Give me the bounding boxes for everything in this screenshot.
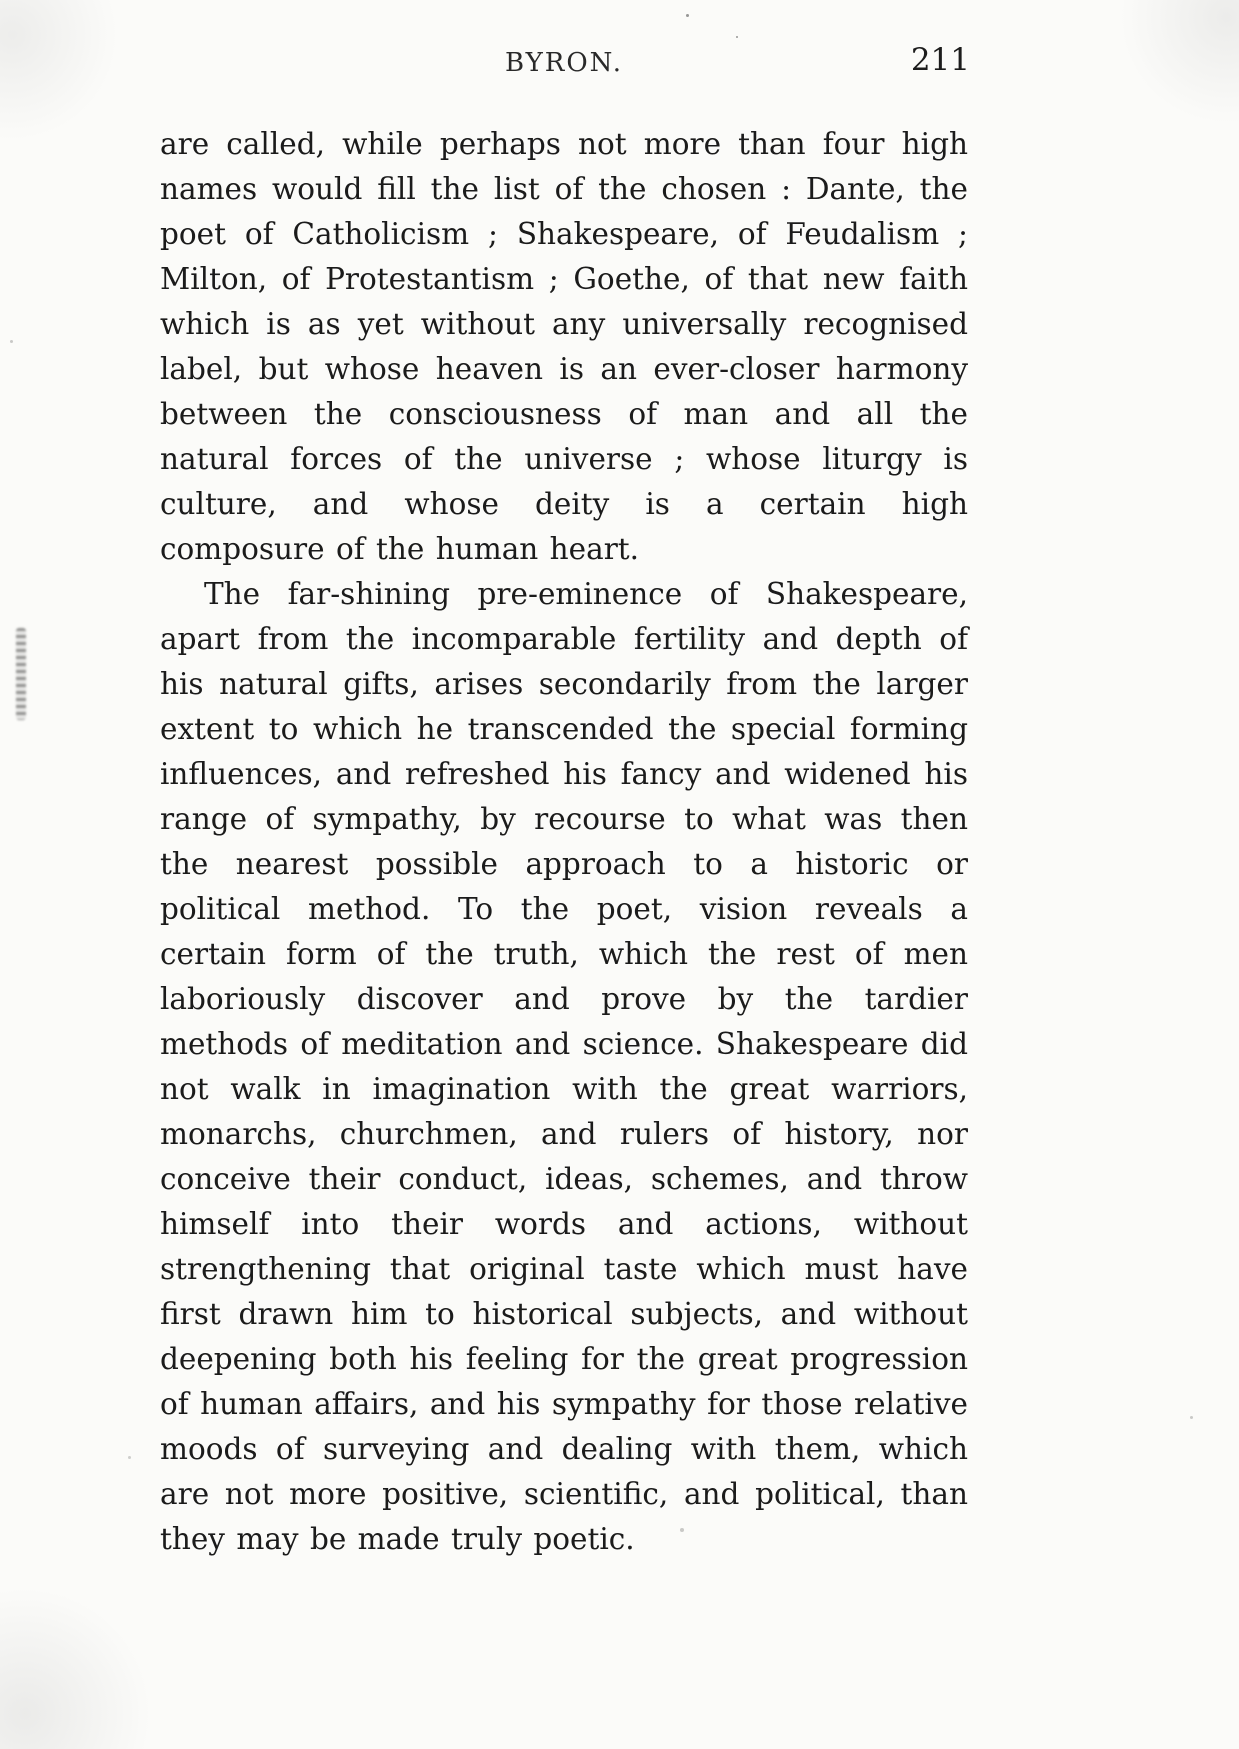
- paragraph: The far-shining pre-eminence of Shakespeare, apart from the incomparable fertility and depth of his natural gifts, arises secondarily from the larger extent to which he transcended the special forming influences, and refreshed his fancy and widened his range of sympathy, by recourse to what was then the nearest possible approach to a historic or political method. To the poet, vision reveals a certain form of the truth, which the rest of men laboriously discover and prove by the tardier methods of meditation and science. Shakespeare did not walk in imagination with the great warriors, monarchs, churchmen, and rulers of history, nor conceive their conduct, ideas, schemes, and throw himself into their words and actions, without strengthening that original taste which must have first drawn him to historical subjects, and without deepening both his feeling for the great progression of human affairs, and his sympathy for those relative moods of surveying and dealing with them, which are not more positive, scientific, and political, than they may be made truly poetic.: [160, 577, 968, 1556]
- scan-smudge: [16, 628, 26, 720]
- page-number: 211: [910, 42, 970, 78]
- scan-speck: [686, 14, 689, 17]
- paragraph: are called, while perhaps not more than four high names would fill the list of the chosen : Dante, the poet of Catholicism ; Shakespeare, of Feudalism ; Milton, of Protestantism ; Goethe, of that new faith which is as yet without any universally recognised label, but whose heaven is an ever-closer harmony between the consciousness of man and all the natural forces of the universe ; whose liturgy is culture, and whose deity is a certain high composure of the human heart.: [160, 127, 968, 566]
- body-text: [160, 122, 968, 1562]
- scan-speck: [10, 340, 13, 343]
- book-page: [160, 42, 970, 1562]
- scan-speck: [128, 1456, 131, 1459]
- running-head: [160, 42, 970, 96]
- scan-speck: [736, 36, 738, 38]
- page-title: BYRON.: [504, 48, 624, 78]
- scan-speck: [1190, 1416, 1193, 1419]
